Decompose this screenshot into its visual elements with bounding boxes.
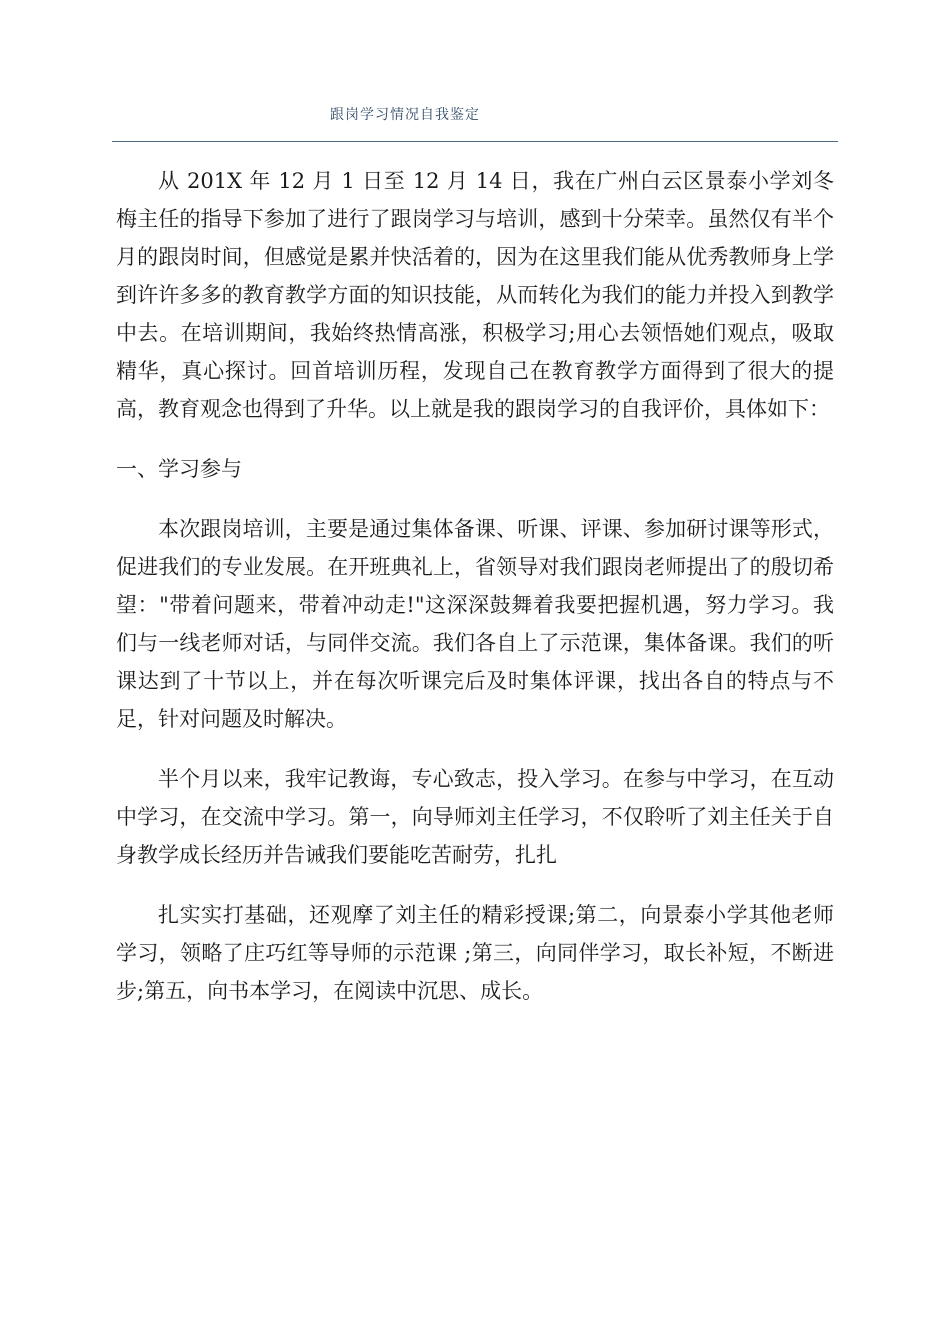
header-divider	[112, 141, 838, 142]
section1-paragraph-3: 扎实实打基础，还观摩了刘主任的精彩授课;第二，向景泰小学其他老师学习，领略了庄巧红等导师的示范课 ;第三，向同伴学习，取长补短，不断进步;第五，向书本学习，在阅读中沉思、成长。	[116, 903, 834, 1003]
section1-paragraph-1: 本次跟岗培训，主要是通过集体备课、听课、评课、参加研讨课等形式，促进我们的专业发展。在开班典礼上，省领导对我们跟岗老师提出了的殷切希望："带着问题来，带着冲动走!"这深深鼓舞着我要把握机遇，努力学习。我们与一线老师对话，与同伴交流。我们各自上了示范课，集体备课。我们的听课达到了十节以上，并在每次听课完后及时集体评课，找出各自的特点与不足，针对问题及时解决。	[116, 517, 834, 731]
document-body	[116, 162, 834, 1010]
section-heading: 一、学习参与	[116, 457, 242, 481]
intro-paragraph: 从 201X 年 12 月 1 日至 12 月 14 日，我在广州白云区景泰小学刘冬梅主任的指导下参加了进行了跟岗学习与培训，感到十分荣幸。虽然仅有半个月的跟岗时间，但感觉是累并快活着的，因为在这里我们能从优秀教师身上学到许许多多的教育教学方面的知识技能，从而转化为我们的能力并投入到教学中去。在培训期间，我始终热情高涨，积极学习;用心去领悟她们观点，吸取精华，真心探讨。回首培训历程，发现自己在教育教学方面得到了很大的提高，教育观念也得到了升华。以上就是我的跟岗学习的自我评价，具体如下：	[116, 169, 834, 421]
running-header-title: 跟岗学习情况自我鉴定	[330, 107, 480, 123]
section1-paragraph-2: 半个月以来，我牢记教诲，专心致志，投入学习。在参与中学习，在互动中学习，在交流中学习。第一，向导师刘主任学习，不仅聆听了刘主任关于自身教学成长经历并告诫我们要能吃苦耐劳，扎扎	[116, 767, 834, 867]
